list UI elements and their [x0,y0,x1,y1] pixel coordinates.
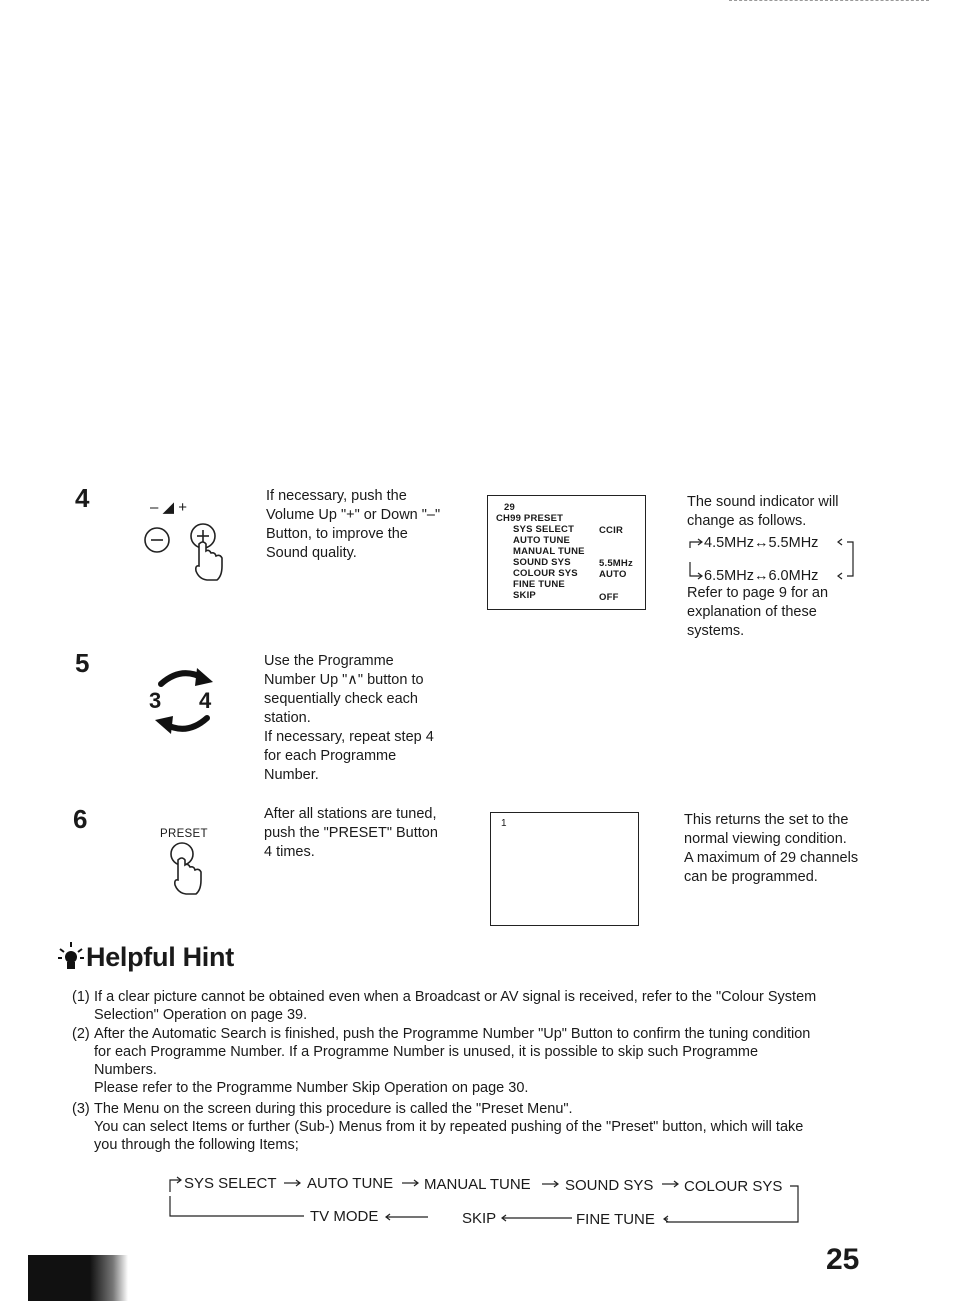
osd-item-colour-sys: COLOUR SYS [513,568,578,579]
cycle-label-4: 4 [199,688,212,713]
flow-item-manual-tune: MANUAL TUNE [424,1176,531,1193]
tv-screen [490,812,639,926]
preset-button-hand-icon [162,840,212,900]
hint-item-number: (3) [72,1101,90,1117]
sound-cycle-top: 4.5MHz↔5.5MHz [704,535,819,551]
osd-item-fine-tune: FINE TUNE [513,579,565,590]
hint-item-text: The Menu on the screen during this procedure is called the "Preset Menu". You can select Items or further (Sub-) Menus from it by repeated pushing of the "Preset" button, which will take you through the following Items; [94,1101,804,1153]
hint-item-text: If a clear picture cannot be obtained even when a Broadcast or AV signal is received, refer to the "Colour System Selection" Operation on page 39. [94,989,817,1023]
osd-value-colour-sys: AUTO [599,569,627,580]
osd-value-sound-sys: 5.5MHz [599,558,633,569]
osd-value-skip: OFF [599,592,619,603]
programme-up-cycle-icon [145,662,225,740]
step-5-text: Use the Programme Number Up "∧" button to sequentially check each station. If necessary, repeat step 4 for each Programme Number. [264,653,434,783]
step-6-text: After all stations are tuned, push the "PRESET" Button 4 times. [264,806,438,860]
hint-item-2 [72,1025,882,1097]
flow-item-tv-mode: TV MODE [310,1208,379,1225]
step-6-note: This returns the set to the normal viewing condition. A maximum of 29 channels can be programmed. [684,812,859,885]
page-number: 25 [826,1243,860,1276]
hint-item-number: (2) [72,1026,90,1042]
step-5-number: 5 [75,648,90,678]
step-4-text: If necessary, push the Volume Up "+" or Down "–" Button, to improve the Sound quality. [266,488,441,561]
preset-menu-flow [168,1172,808,1230]
flow-item-colour-sys: COLOUR SYS [684,1178,783,1195]
sound-cycle-diagram [687,534,862,584]
step-4-number: 4 [75,483,90,513]
flow-item-sound-sys: SOUND SYS [565,1177,654,1194]
osd-channel-count: 29 [504,502,515,513]
sound-indicator-outro: Refer to page 9 for an explanation of these systems. [687,585,829,639]
step-6-number: 6 [73,804,88,834]
flow-item-skip: SKIP [462,1210,497,1227]
sound-indicator-intro: The sound indicator will change as follows. [687,494,839,529]
osd-item-auto-tune: AUTO TUNE [513,535,571,546]
osd-value-sys-select: CCIR [599,525,624,536]
volume-buttons-hand-icon [140,518,240,588]
lightbulb-icon [57,940,85,979]
preset-button-label: PRESET [160,828,208,840]
osd-item-skip: SKIP [513,590,536,601]
helpful-hint-title: Helpful Hint [86,942,234,972]
volume-label: – ◢ + [150,499,187,516]
sound-cycle-bottom: 6.5MHz↔6.0MHz [704,568,819,584]
cycle-label-3: 3 [149,688,162,713]
page-tab-marker [28,1255,128,1301]
flow-item-sys-select: SYS SELECT [184,1175,277,1192]
hint-item-1 [72,988,882,1024]
hint-item-number: (1) [72,989,90,1005]
hint-item-text: After the Automatic Search is finished, push the Programme Number "Up" Button to confirm the tuning condition for each Programme Number. If a Programme Number is unused, it is possible to skip such Programme Numbers. Please refer to the Programme Number Skip Operation on page 30. [94,1026,811,1096]
hint-item-3 [72,1100,882,1154]
flow-item-auto-tune: AUTO TUNE [307,1175,394,1192]
osd-item-sound-sys: SOUND SYS [513,557,571,568]
flow-item-fine-tune: FINE TUNE [576,1211,655,1228]
preset-menu-screen [487,495,646,610]
top-rule [729,0,929,1]
osd-item-manual-tune: MANUAL TUNE [513,546,585,557]
osd-item-sys-select: SYS SELECT [513,524,575,535]
osd-header: CH99 PRESET [496,513,564,524]
screen-channel-number: 1 [501,818,507,829]
